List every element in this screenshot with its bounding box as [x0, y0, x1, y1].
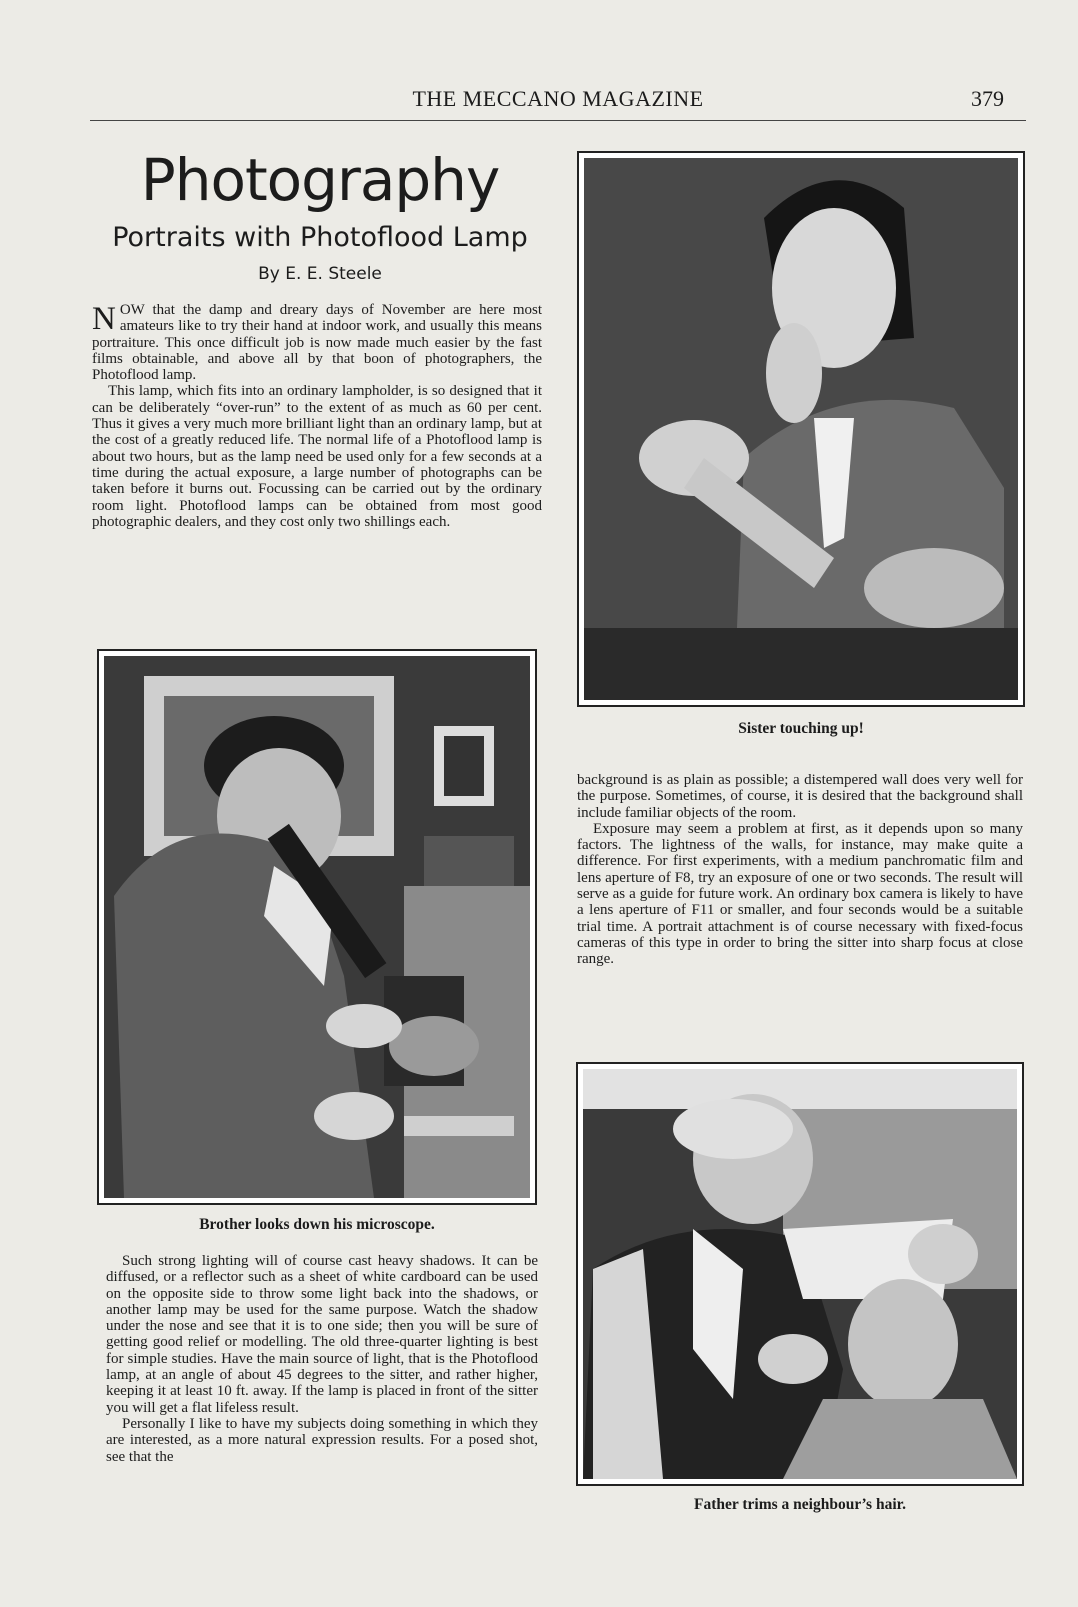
paragraph-4: Personally I like to have my subjects doing something in which they are interested, as a more natural expression results. For a posed shot, see that the [106, 1415, 538, 1465]
article-column-left-top [92, 302, 542, 530]
drop-cap: N [92, 301, 116, 337]
paragraph-1 [92, 302, 542, 383]
caption-sister: Sister touching up! [738, 720, 864, 737]
photo-brother-image [104, 656, 530, 1198]
photo-father-haircut [576, 1062, 1024, 1486]
article-title: Photography [140, 146, 500, 214]
magazine-name: THE MECCANO MAGAZINE [412, 86, 704, 111]
page-number: 379 [971, 86, 1004, 111]
photo-sister-image [584, 158, 1018, 700]
article-byline: By E. E. Steele [258, 264, 382, 284]
caption-father: Father trims a neighbour’s hair. [694, 1496, 906, 1513]
paragraph-5: background is as plain as possible; a distempered wall does very well for the purpose. Sometimes, of course, it is desired that the background shall include familiar objects of the room. [577, 772, 1023, 821]
running-head [90, 86, 1026, 121]
paragraph-6: Exposure may seem a problem at first, as it depends upon so many factors. The lightness of the walls, for instance, may make quite a difference. For first experiments, with a medium panchromatic film and lens aperture of F8, try an exposure of one or two seconds. The result will serve as a guide for future work. An ordinary box camera is likely to have a lens aperture of F11 or smaller, and four seconds would be a suitable trial time. A portrait attachment is of course necessary with fixed-focus cameras of this type in order to bring the sitter into sharp focus at close range. [577, 820, 1023, 968]
photo-brother-microscope [97, 649, 537, 1205]
paragraph-1-text: OW that the damp and dreary days of November are here most amateurs like to try their hand at indoor work, and usually this means portraiture. This once difficult job is now made much easier by the fast films obtainable, and above all by that boon of photographers, the Photoflood lamp. [92, 302, 542, 384]
article-column-right [577, 772, 1023, 968]
caption-brother: Brother looks down his microscope. [199, 1216, 435, 1233]
photo-sister-touching-up [577, 151, 1025, 707]
article-column-left-bottom [106, 1253, 538, 1465]
paragraph-2: This lamp, which fits into an ordinary lampholder, is so designed that it can be deliberately “over-run” to the extent of as much as 60 per cent. Thus it gives a very much more brilliant light than an ordinary lamp, but at the cost of a greatly reduced life. The normal life of a Photoflood lamp is about two hours, but as the lamp need be used only for a few seconds at a time during the actual exposure, a large number of photographs can be taken before it burns out. Focussing can be carried out by the ordinary room light. Photoflood lamps can be obtained from most good photographic dealers, and they cost only two shillings each. [92, 383, 542, 530]
photo-father-image [583, 1069, 1017, 1479]
article-subtitle: Portraits with Photoflood Lamp [112, 222, 528, 253]
paragraph-3: Such strong lighting will of course cast heavy shadows. It can be diffused, or a reflector such as a sheet of white cardboard can be used on the opposite side to throw some light back into the shadows, or another lamp may be used for the same purpose. Watch the shadow under the nose and see that it is to one side; then you will be sure of getting good relief or modelling. The old three-quarter lighting is best for simple studies. Have the main source of light, that is the Photoflood lamp, at an angle of about 45 degrees to the sitter, and rather higher, keeping it at least 10 ft. away. If the lamp is placed in front of the sitter you will get a flat lifeless result. [106, 1253, 538, 1416]
